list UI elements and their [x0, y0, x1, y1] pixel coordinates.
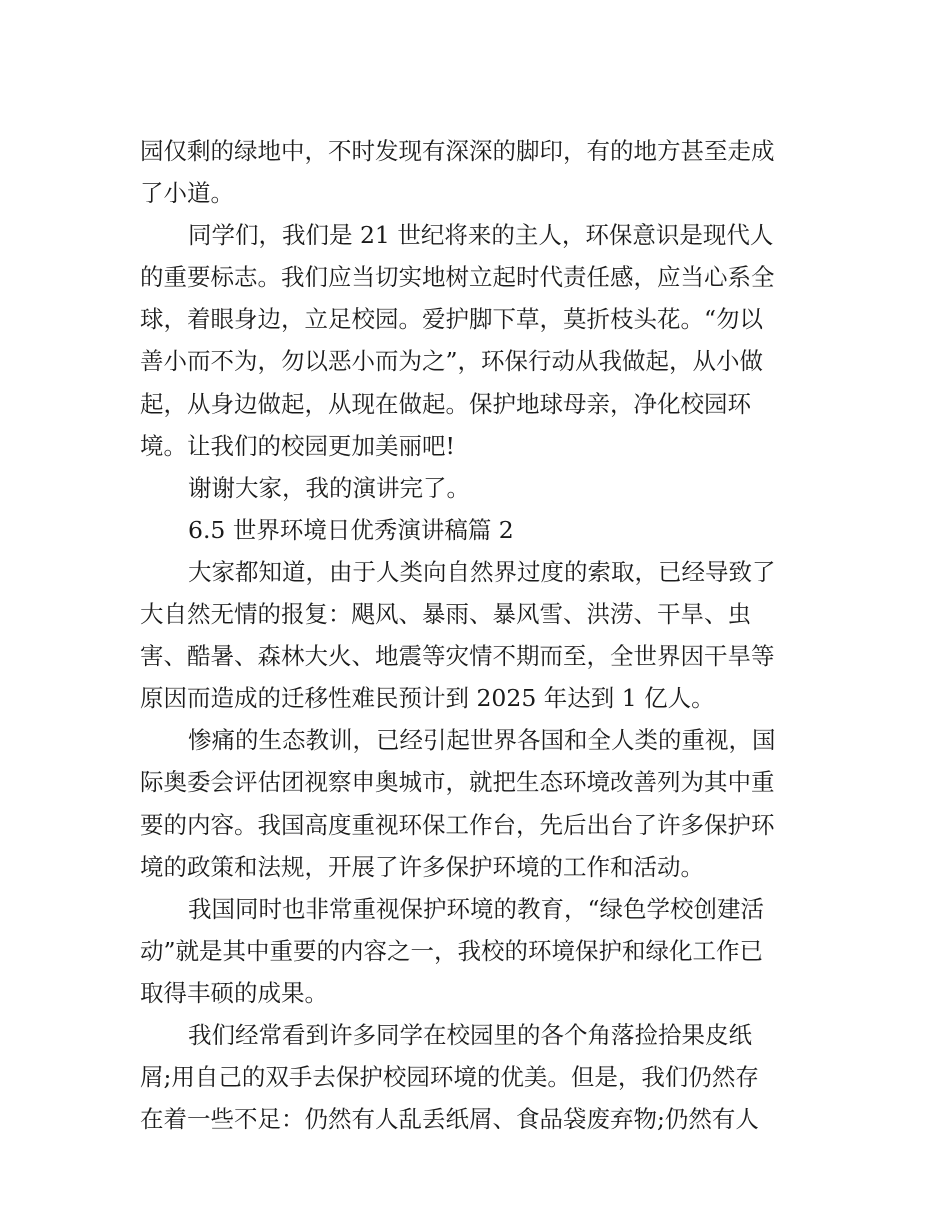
text-line: 大自然无情的报复：飓风、暴雨、暴风雪、洪涝、干旱、虫: [140, 600, 751, 629]
text-line: 我们经常看到许多同学在校园里的各个角落捡拾果皮纸: [188, 1020, 752, 1049]
text-line: 境的政策和法规，开展了许多保护环境的工作和活动。: [140, 852, 704, 881]
text-line: 在着一些不足：仍然有人乱丢纸屑、食品袋废弃物;仍然有人: [140, 1105, 759, 1134]
text-line: 谢谢大家，我的演讲完了。: [188, 473, 470, 502]
text-line: 要的内容。我国高度重视环保工作台，先后出台了许多保护环: [140, 810, 775, 839]
document-body: [140, 130, 812, 1140]
text-line: 善小而不为，勿以恶小而为之”，环保行动从我做起，从小做: [140, 347, 764, 376]
text-line: 际奥委会评估团视察申奥城市，就把生态环境改善列为其中重: [140, 768, 775, 797]
text-line: 6.5 世界环境日优秀演讲稿篇 2: [188, 515, 514, 544]
text-line: 起，从身边做起，从现在做起。保护地球母亲，净化校园环: [140, 389, 751, 418]
text-line: 园仅剩的绿地中，不时发现有深深的脚印，有的地方甚至走成: [140, 137, 775, 165]
text-line: 球，着眼身边，立足校园。爱护脚下草，莫折枝头花。“勿以: [140, 305, 764, 334]
text-line: 屑;用自己的双手去保护校园环境的优美。但是，我们仍然存: [140, 1063, 759, 1092]
text-line: 境。让我们的校园更加美丽吧!: [140, 431, 455, 460]
text-line: 的重要标志。我们应当切实地树立起时代责任感，应当心系全: [140, 263, 775, 292]
text-line: 害、酷暑、森林大火、地震等灾情不期而至，全世界因干旱等: [140, 642, 775, 671]
text-line: 我国同时也非常重视保护环境的教育，“绿色学校创建活: [188, 894, 765, 923]
text-line: 取得丰硕的成果。: [140, 978, 328, 1007]
text-line: 同学们，我们是 21 世纪将来的主人，环保意识是现代人: [188, 221, 774, 250]
text-line: 大家都知道，由于人类向自然界过度的索取，已经导致了: [188, 557, 776, 586]
text-line: 了小道。: [140, 179, 234, 208]
text-line: 惨痛的生态教训，已经引起世界各国和全人类的重视，国: [188, 726, 776, 755]
text-line: 原因而造成的迁移性难民预计到 2025 年达到 1 亿人。: [140, 684, 715, 713]
text-line: 动”就是其中重要的内容之一，我校的环境保护和绿化工作已: [140, 936, 764, 965]
